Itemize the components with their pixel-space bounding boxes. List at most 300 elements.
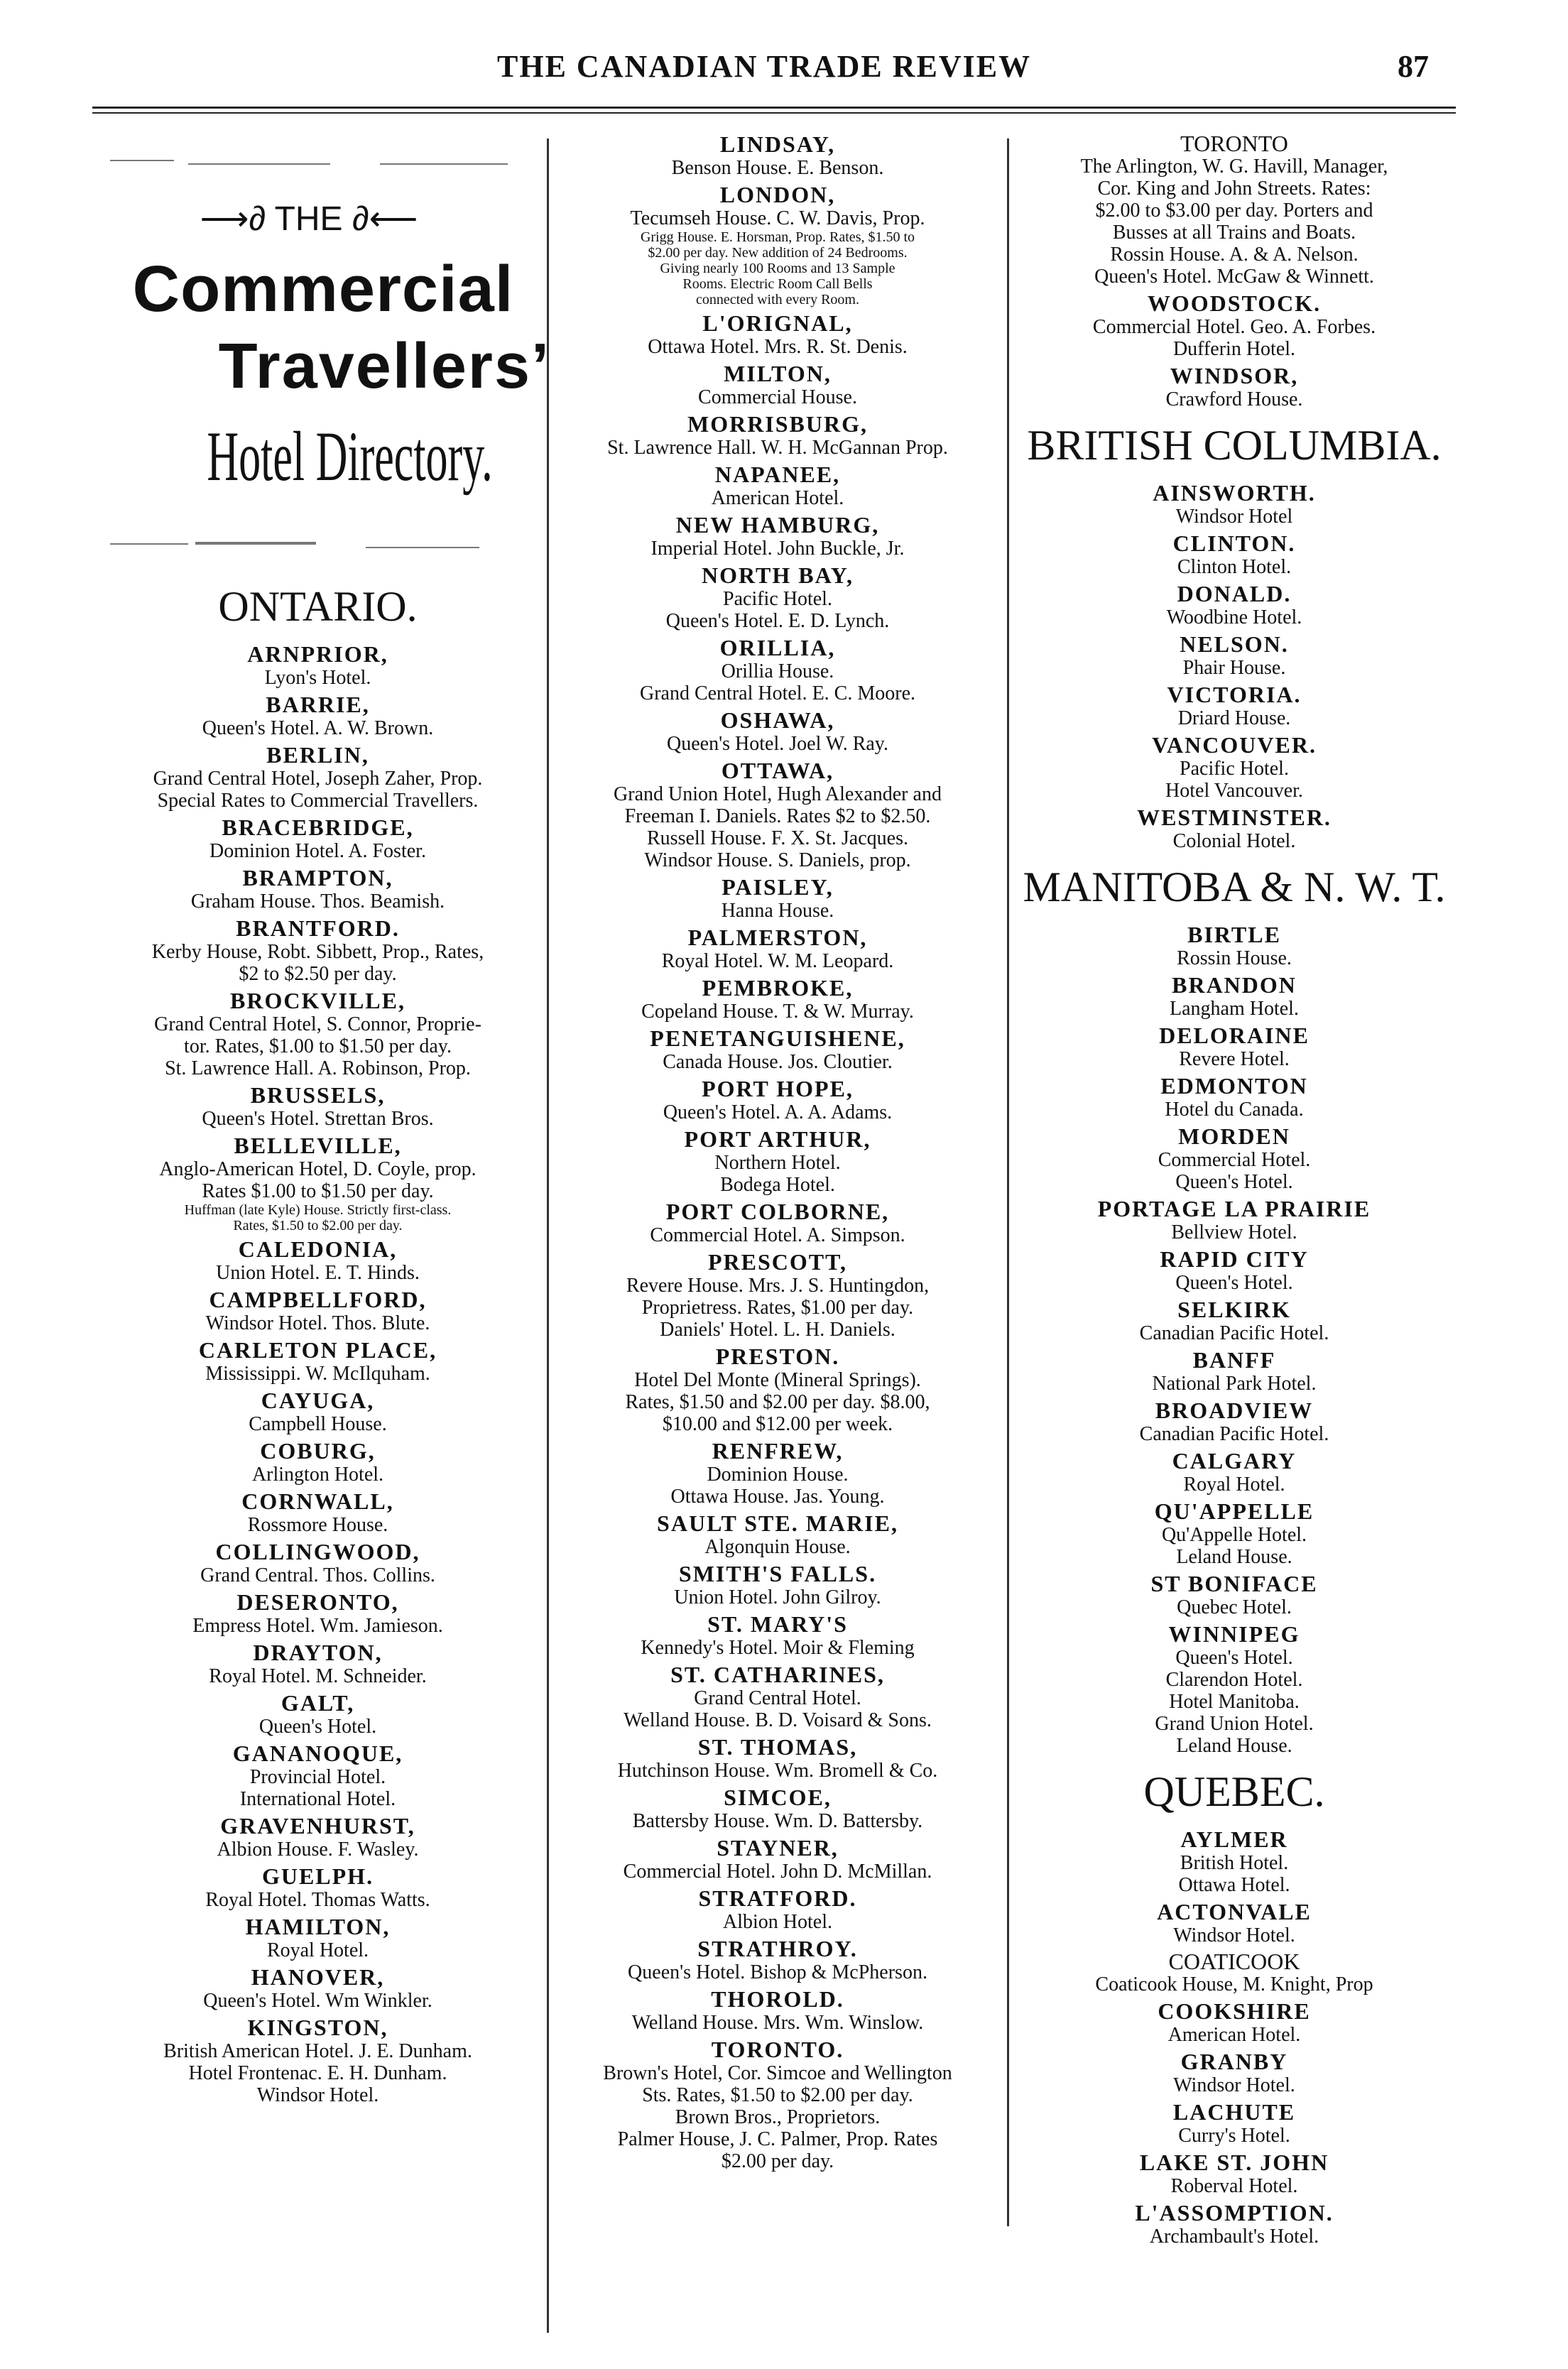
town-name: ARNPRIOR, [247,641,388,667]
town-name: WOODSTOCK. [1147,290,1322,316]
running-head: THE CANADIAN TRADE REVIEW [497,49,1032,84]
hotel-listing: Royal Hotel. W. M. Leopard. [661,950,894,972]
town-name: GRANBY [1180,2049,1288,2074]
hotel-listing: Arlington Hotel. [251,1464,384,1486]
town-name: COBURG, [260,1438,376,1464]
directory-entry [554,1885,1001,1933]
hotel-listing: Ottawa House. Jas. Young. [670,1486,885,1508]
hotel-listing: Commercial Hotel. A. Simpson. [650,1224,905,1246]
town-name: CARLETON PLACE, [198,1337,437,1363]
town-name: DESERONTO, [236,1589,399,1615]
hotel-listing: Cor. King and John Streets. Rates: [1097,178,1371,200]
hotel-listing: Kennedy's Hotel. Moir & Fleming [641,1637,915,1659]
directory-entry [554,512,1001,560]
hotel-listing: Albion Hotel. [723,1911,832,1933]
town-name: DELORAINE [1159,1023,1310,1048]
directory-entry [96,815,540,862]
hotel-listing: Clarendon Hotel. [1165,1669,1303,1691]
directory-entry [1014,2150,1454,2197]
town-name: EDMONTON [1160,1073,1308,1099]
hotel-listing: Royal Hotel. Thomas Watts. [205,1889,430,1911]
town-name: ST. THOMAS, [697,1734,858,1760]
hotel-listing: Imperial Hotel. John Buckle, Jr. [650,538,905,560]
town-name: ST. CATHARINES, [670,1662,885,1687]
hotel-listing: Dufferin Hotel. [1172,338,1296,360]
directory-entry [554,1126,1001,1196]
hotel-listing: Grand Central. Thos. Collins. [200,1564,435,1586]
hotel-listing: Rossin House. [1177,947,1292,969]
town-name: ACTONVALE [1157,1899,1312,1924]
directory-entry [1014,1123,1454,1193]
directory-entry [554,361,1001,408]
directory-entry [1014,1448,1454,1496]
directory-entry [554,758,1001,871]
hotel-listing: Bodega Hotel. [720,1174,835,1196]
hotel-listing: Coaticook House, M. Knight, Prop [1095,1973,1373,1995]
hotel-listing: British Hotel. [1180,1852,1289,1874]
hotel-listing: Huffman (late Kyle) House. Strictly first-class. [184,1202,452,1218]
hotel-listing: Queen's Hotel. Strettan Bros. [202,1108,434,1130]
hotel-listing: Brown Bros., Proprietors. [675,2106,881,2128]
directory-entry [96,1388,540,1435]
hotel-listing: Ottawa Hotel. Mrs. R. St. Denis. [648,336,908,358]
hotel-listing: Russell House. F. X. St. Jacques. [647,827,908,849]
town-name: SAULT STE. MARIE, [657,1510,898,1536]
town-name: PORT COLBORNE, [665,1199,890,1224]
hotel-listing: Queen's Hotel. Bishop & McPherson. [628,1961,927,1983]
province-heading: MANITOBA & N. W. T. [1023,864,1446,910]
town-name: GALT, [281,1690,355,1716]
directory-entry [554,1734,1001,1782]
town-name: QU'APPELLE [1154,1498,1314,1524]
directory-entry [96,1690,540,1738]
directory-entry [554,1199,1001,1246]
town-name: HAMILTON, [245,1914,391,1939]
hotel-listing: Provincial Hotel. [249,1766,386,1788]
hotel-listing: Grand Union Hotel, Hugh Alexander and [614,783,942,805]
town-name: OTTAWA, [721,758,834,783]
hotel-listing: Crawford House. [1165,388,1303,410]
hotel-listing: Rates, $1.50 and $2.00 per day. $8.00, [625,1391,930,1413]
directory-entry [96,1287,540,1334]
town-name: THOROLD. [711,1986,844,2012]
town-name: PEMBROKE, [702,975,854,1001]
town-name: BANFF [1192,1347,1276,1373]
hotel-listing: Proprietress. Rates, $1.00 per day. [641,1297,914,1319]
directory-entry [1014,290,1454,360]
directory-entry [1014,2049,1454,2096]
hotel-listing: Union Hotel. E. T. Hinds. [216,1262,420,1284]
town-name: PRESTON. [715,1344,840,1369]
hotel-listing: Phair House. [1182,657,1286,679]
town-name: BERLIN, [266,742,369,768]
hotel-listing: Windsor House. S. Daniels, prop. [644,849,911,871]
page-number: 87 [1398,49,1429,84]
hotel-listing: International Hotel. [239,1788,396,1810]
hotel-listing: tor. Rates, $1.00 to $1.50 per day. [184,1035,452,1057]
hotel-listing: Hotel Frontenac. E. H. Dunham. [188,2062,447,2084]
hotel-listing: Hutchinson House. Wm. Bromell & Co. [617,1760,938,1782]
hotel-listing: $10.00 and $12.00 per week. [662,1413,893,1435]
hotel-listing: Rossin House. A. & A. Nelson. [1110,244,1359,266]
town-name: BRANTFORD. [236,915,400,941]
hotel-listing: Sts. Rates, $1.50 to $2.00 per day. [642,2084,913,2106]
town-name: GANANOQUE, [232,1741,403,1766]
directory-entry [1014,1998,1454,2046]
town-name: NEW HAMBURG, [675,512,880,538]
hotel-listing: Leland House. [1176,1546,1292,1568]
directory-entry [1014,972,1454,1020]
hotel-listing: National Park Hotel. [1152,1373,1317,1395]
directory-entry [96,1813,540,1861]
directory-entry [1014,1297,1454,1344]
town-name: PENETANGUISHENE, [650,1025,905,1051]
hotel-listing: Commercial Hotel. [1158,1149,1311,1171]
directory-entry [1014,1571,1454,1618]
hotel-listing: Northern Hotel. [714,1152,841,1174]
town-name: PRESCOTT, [707,1249,848,1275]
town-name: BRANDON [1172,972,1297,998]
directory-entry [554,874,1001,922]
town-name: WESTMINSTER. [1137,805,1332,830]
town-name: SELKIRK [1177,1297,1291,1322]
hotel-listing: Leland House. [1176,1735,1292,1757]
town-name: BROADVIEW [1155,1398,1314,1423]
ornament-dash [188,163,330,165]
directory-entry [1014,805,1454,852]
hotel-listing: Lyon's Hotel. [264,667,371,689]
hotel-listing: Revere Hotel. [1179,1048,1290,1070]
directory-entry [554,1936,1001,1983]
directory-entry [1014,682,1454,729]
town-name: GUELPH. [261,1863,374,1889]
province-heading: BRITISH COLUMBIA. [1027,422,1442,469]
hotel-listing: Rooms. Electric Room Call Bells [682,276,873,292]
column-1 [96,131,550,2109]
town-name: SMITH'S FALLS. [678,1561,877,1586]
hotel-listing: Canada House. Jos. Cloutier. [663,1051,893,1073]
hotel-listing: Hotel du Canada. [1165,1099,1304,1121]
hotel-listing: Rates $1.00 to $1.50 per day. [202,1180,434,1202]
directory-masthead [96,131,550,572]
town-name: TORONTO. [711,2037,844,2062]
hotel-listing: Grand Central Hotel, Joseph Zaher, Prop. [153,768,483,790]
hotel-listing: Woodbine Hotel. [1166,606,1302,628]
town-name: HANOVER, [251,1964,385,1990]
town-name: MORRISBURG, [687,411,868,437]
hotel-listing: Freeman I. Daniels. Rates $2 to $2.50. [624,805,931,827]
directory-entry [554,131,1001,179]
directory-entry [554,462,1001,509]
header-rule [92,107,1456,109]
directory-entry [554,1986,1001,2034]
hotel-listing: Revere House. Mrs. J. S. Huntingdon, [626,1275,930,1297]
town-name: COOKSHIRE [1158,1998,1311,2024]
directory-entry [554,1785,1001,1832]
town-name: RENFREW, [712,1438,844,1464]
directory-entry [1014,1347,1454,1395]
town-name: CALEDONIA, [238,1236,398,1262]
town-name: BRACEBRIDGE, [222,815,414,840]
hotel-listing: Hotel Manitoba. [1169,1691,1300,1713]
town-name: OSHAWA, [720,707,835,733]
hotel-listing: Royal Hotel. M. Schneider. [209,1665,427,1687]
hotel-listing: $2 to $2.50 per day. [239,963,397,985]
column-3 [1014,131,1454,2250]
directory-entry [96,641,540,689]
town-name: KINGSTON, [247,2015,388,2040]
town-name: CLINTON. [1172,530,1296,556]
town-name: CAYUGA, [261,1388,375,1413]
town-name: LONDON, [719,182,836,207]
hotel-listing: Algonquin House. [704,1536,851,1558]
town-name: PORT ARTHUR, [684,1126,871,1152]
directory-entry [554,1076,1001,1123]
directory-entry [1014,922,1454,969]
directory-entry [96,1640,540,1687]
town-name: PORTAGE LA PRAIRIE [1097,1196,1371,1221]
hotel-listing: Hanna House. [721,900,834,922]
hotel-listing: connected with every Room. [696,292,859,307]
hotel-listing: Palmer House, J. C. Palmer, Prop. Rates [617,2128,938,2150]
town-name: COLLINGWOOD, [215,1539,420,1564]
masthead-travellers: Travellers’ [218,331,550,402]
province-heading: ONTARIO. [218,583,418,630]
hotel-listing: Windsor Hotel. Thos. Blute. [205,1312,430,1334]
hotel-listing: Welland House. Mrs. Wm. Winslow. [631,2012,924,2034]
town-name: AYLMER [1180,1826,1288,1852]
hotel-listing: American Hotel. [711,487,844,509]
hotel-listing: Busses at all Trains and Boats. [1112,222,1356,244]
directory-entry [96,1964,540,2012]
hotel-listing: Copeland House. T. & W. Murray. [641,1001,914,1023]
hotel-listing: Queen's Hotel. [1175,1171,1293,1193]
hotel-listing: Tecumseh House. C. W. Davis, Prop. [630,207,925,229]
directory-entry [554,310,1001,358]
hotel-listing: Welland House. B. D. Voisard & Sons. [624,1709,932,1731]
hotel-listing: $2.00 to $3.00 per day. Porters and [1095,200,1373,222]
town-name: SIMCOE, [724,1785,832,1810]
hotel-listing: Campbell House. [249,1413,387,1435]
directory-entry [96,692,540,739]
hotel-listing: Battersby House. Wm. D. Battersby. [632,1810,923,1832]
hotel-listing: Curry's Hotel. [1178,2125,1290,2147]
hotel-listing: Hotel Vancouver. [1165,780,1303,802]
town-name: VANCOUVER. [1152,732,1317,758]
hotel-listing: St. Lawrence Hall. W. H. McGannan Prop. [607,437,948,459]
hotel-listing: Canadian Pacific Hotel. [1139,1322,1329,1344]
town-name: COATICOOK [1168,1949,1300,1974]
town-name: CAMPBELLFORD, [209,1287,427,1312]
hotel-listing: Ottawa Hotel. [1178,1874,1290,1896]
hotel-listing: Royal Hotel. [1183,1474,1285,1496]
directory-entry [554,1438,1001,1508]
town-name: MILTON, [724,361,832,386]
hotel-listing: Queen's Hotel. McGaw & Winnett. [1094,266,1374,288]
directory-entry [554,2037,1001,2172]
town-name: BIRTLE [1187,922,1281,947]
directory-entry [1014,2099,1454,2147]
directory-entry [554,975,1001,1023]
hotel-listing: Pacific Hotel. [723,588,832,610]
hotel-listing: Albion House. F. Wasley. [217,1839,419,1861]
hotel-listing: Mississippi. W. McIlquham. [205,1363,430,1385]
hotel-listing: Queen's Hotel. E. D. Lynch. [665,610,890,632]
town-name: DONALD. [1177,581,1292,606]
header-rule-thin [92,112,1456,114]
hotel-listing: Commercial Hotel. Geo. A. Forbes. [1092,316,1376,338]
hotel-listing: Queen's Hotel. A. W. Brown. [202,717,434,739]
ornament-dash [110,543,188,545]
directory-entry [554,1662,1001,1731]
directory-entry [96,1863,540,1911]
directory-entry [1014,2200,1454,2248]
column-2 [554,131,1001,2175]
town-name: NAPANEE, [714,462,841,487]
directory-entry [1014,1826,1454,1896]
hotel-listing: Windsor Hotel. [1173,1924,1295,1946]
hotel-listing: Bellview Hotel. [1171,1221,1297,1243]
directory-entry [1014,581,1454,628]
hotel-listing: St. Lawrence Hall. A. Robinson, Prop. [165,1057,471,1079]
hotel-listing: Special Rates to Commercial Travellers. [157,790,479,812]
town-name: DRAYTON, [253,1640,383,1665]
hotel-listing: Union Hotel. John Gilroy. [674,1586,881,1608]
town-name: NORTH BAY, [702,562,854,588]
town-name: LINDSAY, [719,131,836,157]
hotel-listing: Queen's Hotel. [258,1716,377,1738]
town-name: BROCKVILLE, [230,988,405,1013]
ornament-dash [110,160,174,161]
town-name: AINSWORTH. [1153,480,1316,506]
directory-entry [96,1589,540,1637]
directory-entry [96,865,540,913]
hotel-listing: Orillia House. [721,660,834,682]
hotel-listing: Archambault's Hotel. [1149,2226,1319,2248]
hotel-listing: Queen's Hotel. [1175,1272,1293,1294]
directory-entry [1014,1023,1454,1070]
directory-entry [1014,1073,1454,1121]
town-name: GRAVENHURST, [220,1813,415,1839]
directory-entry [554,1249,1001,1341]
hotel-listing: Driard House. [1177,707,1291,729]
town-name: NELSON. [1180,631,1289,657]
hotel-listing: Graham House. Thos. Beamish. [190,891,445,913]
directory-entry [554,707,1001,755]
hotel-listing: Hotel Del Monte (Mineral Springs). [634,1369,921,1391]
hotel-listing: Benson House. E. Benson. [671,157,884,179]
town-name: TORONTO [1180,131,1288,156]
directory-entry [96,2015,540,2106]
town-name: BELLEVILLE, [234,1133,402,1158]
town-name: ORILLIA, [719,635,836,660]
town-name: PALMERSTON, [687,925,868,950]
directory-entry [1014,1196,1454,1243]
directory-entry [96,1082,540,1130]
town-name: LAKE ST. JOHN [1139,2150,1329,2175]
town-name: WINNIPEG [1168,1621,1300,1647]
town-name: STRATFORD. [698,1885,857,1911]
directory-entry [1014,480,1454,528]
town-name: BARRIE, [266,692,370,717]
hotel-listing: Langham Hotel. [1170,998,1299,1020]
directory-entry [96,1741,540,1810]
directory-entry [554,925,1001,972]
town-name: ST. MARY'S [707,1611,848,1637]
directory-entry [554,182,1001,307]
town-name: PAISLEY, [722,874,834,900]
hotel-listing: Queen's Hotel. Joel W. Ray. [667,733,888,755]
hotel-listing: Windsor Hotel [1175,506,1293,528]
column-divider [1007,138,1009,2226]
hotel-listing: Colonial Hotel. [1172,830,1296,852]
hotel-listing: Royal Hotel. [266,1939,369,1961]
town-name: BRAMPTON, [242,865,393,891]
hotel-listing: Grand Central Hotel. [694,1687,861,1709]
hotel-listing: Grigg House. E. Horsman, Prop. Rates, $1.50 to [640,229,915,245]
directory-entry [96,1488,540,1536]
directory-entry [1014,1398,1454,1445]
masthead-the-text: THE [274,200,343,238]
directory-entry [1014,530,1454,578]
directory-entry [554,635,1001,704]
town-name: RAPID CITY [1160,1246,1309,1272]
directory-entry [554,1510,1001,1558]
directory-entry [1014,1899,1454,1946]
hotel-listing: Empress Hotel. Wm. Jamieson. [192,1615,443,1637]
hotel-listing: Roberval Hotel. [1170,2175,1298,2197]
masthead-commercial: Commercial [132,253,514,325]
town-name: WINDSOR, [1170,363,1299,388]
ornament-dash [195,542,316,545]
hotel-listing: Windsor Hotel. [256,2084,379,2106]
column-divider [547,138,549,2333]
town-name: LACHUTE [1172,2099,1296,2125]
hotel-listing: Quebec Hotel. [1177,1596,1292,1618]
hotel-listing: Commercial Hotel. John D. McMillan. [623,1861,932,1883]
hotel-listing: Clinton Hotel. [1177,556,1292,578]
directory-entry [1014,631,1454,679]
province-heading: QUEBEC. [1143,1768,1325,1815]
directory-entry [1014,1949,1454,1995]
hotel-listing: Rates, $1.50 to $2.00 per day. [233,1218,403,1233]
hotel-listing: Brown's Hotel, Cor. Simcoe and Wellington [603,2062,952,2084]
town-name: MORDEN [1178,1123,1290,1149]
directory-entry [1014,1621,1454,1757]
hotel-listing: Grand Union Hotel. [1155,1713,1314,1735]
directory-entry [1014,1498,1454,1568]
directory-entry [1014,732,1454,802]
town-name: STAYNER, [717,1835,839,1861]
town-name: BRUSSELS, [250,1082,386,1108]
directory-entry [1014,1246,1454,1294]
ornament-dash [380,163,508,165]
hotel-listing: The Arlington, W. G. Havill, Manager, [1080,156,1388,178]
hotel-listing: Giving nearly 100 Rooms and 13 Sample [660,261,895,276]
directory-entry [96,1914,540,1961]
hotel-listing: Queen's Hotel. Wm Winkler. [203,1990,432,2012]
hotel-listing: Dominion House. [707,1464,849,1486]
directory-entry [554,1561,1001,1608]
directory-entry [1014,363,1454,410]
hotel-listing: Kerby House, Robt. Sibbett, Prop., Rates, [151,941,484,963]
hotel-listing: Pacific Hotel. [1180,758,1289,780]
masthead-directory: Hotel Directory. [207,417,493,496]
hotel-listing: $2.00 per day. New addition of 24 Bedrooms. [648,245,908,261]
masthead-the: ⟶∂ THE ∂⟵ [200,200,418,238]
hotel-listing: Canadian Pacific Hotel. [1139,1423,1329,1445]
directory-entry [96,1236,540,1284]
